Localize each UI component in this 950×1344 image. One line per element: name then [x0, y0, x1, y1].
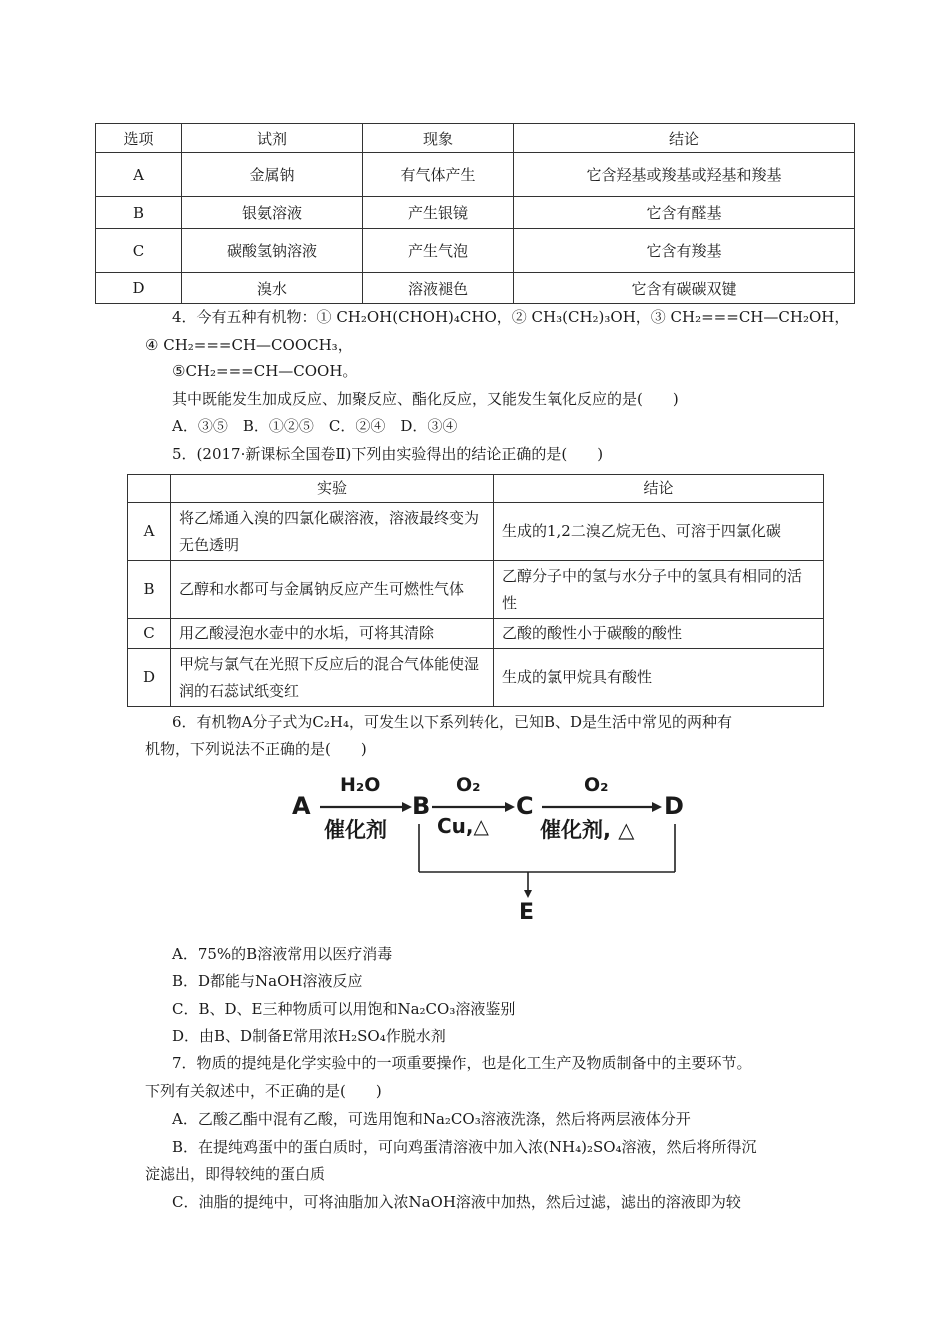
- table-row: [128, 503, 824, 561]
- table-cell: B: [96, 197, 182, 229]
- table-row: [128, 561, 824, 619]
- bc-condition: Cu,△: [437, 814, 489, 838]
- compound-d: D: [664, 792, 684, 820]
- header-cell: 选项: [96, 124, 182, 153]
- table-cell: D: [96, 273, 182, 304]
- q6-line2: 机物，下列说法不正确的是( ): [145, 740, 367, 758]
- table-cell: 甲烷与氯气在光照下反应后的混合气体能使湿润的石蕊试纸变红: [171, 649, 494, 707]
- q6-option-b: B．D都能与NaOH溶液反应: [172, 972, 363, 990]
- table-cell: 它含羟基或羧基或羟基和羧基: [514, 153, 855, 197]
- reaction-scheme: [292, 762, 692, 932]
- table-cell: D: [128, 649, 171, 707]
- q4-line1: 4．今有五种有机物：① CH₂OH(CHOH)₄CHO，② CH₃(CH₂)₃OH，③ CH₂===CH—CH₂OH，: [172, 308, 850, 326]
- table-row: [96, 197, 855, 229]
- q6-option-a: A．75%的B溶液常用以医疗消毒: [172, 945, 393, 963]
- bc-reagent: O₂: [456, 774, 481, 796]
- table-cell: 产生气泡: [363, 229, 514, 273]
- table-cell: C: [128, 619, 171, 649]
- q4-stem: 其中既能发生加成反应、加聚反应、酯化反应，又能发生氧化反应的是( ): [172, 390, 679, 408]
- header-cell: 现象: [363, 124, 514, 153]
- cd-condition: 催化剂, △: [540, 818, 635, 842]
- table-row: [96, 273, 855, 304]
- table-cell: 碳酸氢钠溶液: [182, 229, 363, 273]
- compound-e: E: [519, 900, 535, 925]
- compound-b: B: [412, 792, 431, 820]
- table-cell: 有气体产生: [363, 153, 514, 197]
- table-cell: B: [128, 561, 171, 619]
- table-row: [96, 153, 855, 197]
- table-cell: 乙酸的酸性小于碳酸的酸性: [494, 619, 824, 649]
- reagent-table: [95, 123, 855, 304]
- table-cell: C: [96, 229, 182, 273]
- experiment-table: [127, 474, 824, 707]
- q7-option-c-line1: C．油脂的提纯中，可将油脂加入浓NaOH溶液中加热，然后过滤，滤出的溶液即为较: [172, 1193, 741, 1211]
- q7-option-a: A．乙酸乙酯中混有乙酸，可选用饱和Na₂CO₃溶液洗涤，然后将两层液体分开: [172, 1110, 691, 1128]
- q4-line3: ⑤CH₂===CH—COOH。: [172, 362, 358, 380]
- table-cell: 乙醇分子中的氢与水分子中的氢具有相同的活性: [494, 561, 824, 619]
- q7-option-b-line1: B．在提纯鸡蛋中的蛋白质时，可向鸡蛋清溶液中加入浓(NH₄)₂SO₄溶液，然后将所得沉: [172, 1138, 757, 1156]
- q4-line2: ④ CH₂===CH—COOCH₃，: [145, 336, 353, 354]
- table-cell: 金属钠: [182, 153, 363, 197]
- q6-line1: 6．有机物A分子式为C₂H₄，可发生以下系列转化，已知B、D是生活中常见的两种有: [172, 713, 733, 731]
- table-cell: A: [128, 503, 171, 561]
- table-header-row: [96, 124, 855, 153]
- table-row: [128, 649, 824, 707]
- ab-condition: 催化剂: [324, 818, 387, 842]
- header-cell: [128, 475, 171, 503]
- ab-reagent: H₂O: [340, 774, 381, 796]
- header-cell: 结论: [514, 124, 855, 153]
- header-cell: 试剂: [182, 124, 363, 153]
- table-cell: 银氨溶液: [182, 197, 363, 229]
- table-cell: 溶液褪色: [363, 273, 514, 304]
- q7-line2: 下列有关叙述中，不正确的是( ): [145, 1082, 382, 1100]
- table-cell: 溴水: [182, 273, 363, 304]
- table-cell: 生成的氯甲烷具有酸性: [494, 649, 824, 707]
- table-header-row: [128, 475, 824, 503]
- q6-option-c: C．B、D、E三种物质可以用饱和Na₂CO₃溶液鉴别: [172, 1000, 516, 1018]
- table-cell: 它含有羧基: [514, 229, 855, 273]
- compound-a: A: [292, 792, 311, 820]
- table-cell: A: [96, 153, 182, 197]
- q7-option-b-line2: 淀滤出，即得较纯的蛋白质: [145, 1165, 326, 1183]
- table-cell: 生成的1,2二溴乙烷无色、可溶于四氯化碳: [494, 503, 824, 561]
- table-cell: 乙醇和水都可与金属钠反应产生可燃性气体: [171, 561, 494, 619]
- q4-options: A．③⑤ B．①②⑤ C．②④ D．③④: [172, 417, 458, 435]
- header-cell: 实验: [171, 475, 494, 503]
- q5-stem: 5．(2017·新课标全国卷Ⅱ)下列由实验得出的结论正确的是( ): [172, 445, 604, 463]
- table-row: [128, 619, 824, 649]
- header-cell: 结论: [494, 475, 824, 503]
- table-cell: 它含有醛基: [514, 197, 855, 229]
- table-cell: 将乙烯通入溴的四氯化碳溶液，溶液最终变为无色透明: [171, 503, 494, 561]
- table-cell: 它含有碳碳双键: [514, 273, 855, 304]
- q6-option-d: D．由B、D制备E常用浓H₂SO₄作脱水剂: [172, 1027, 446, 1045]
- compound-c: C: [516, 792, 534, 820]
- table-row: [96, 229, 855, 273]
- table-cell: 用乙酸浸泡水壶中的水垢，可将其清除: [171, 619, 494, 649]
- cd-reagent: O₂: [584, 774, 609, 796]
- table-cell: 产生银镜: [363, 197, 514, 229]
- q7-line1: 7．物质的提纯是化学实验中的一项重要操作，也是化工生产及物质制备中的主要环节。: [172, 1054, 752, 1072]
